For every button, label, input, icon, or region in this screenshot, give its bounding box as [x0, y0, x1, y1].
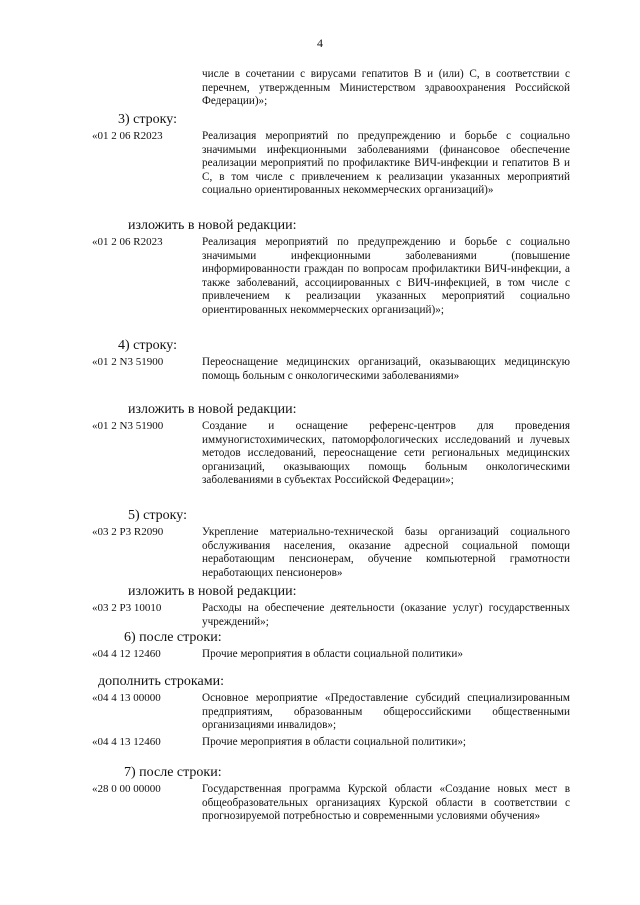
code-6: «04 4 12 12460 [92, 648, 161, 660]
heading-6-add: дополнить строками: [98, 674, 224, 689]
code-6-add-1: «04 4 13 00000 [92, 692, 161, 704]
page-number: 4 [317, 36, 323, 50]
text-6-add-1: Основное мероприятие «Предоставление субсидий специализированным предприятиям, образованным общероссийскими общественными организациями инвалидов»; [202, 692, 570, 732]
text-4-new: Создание и оснащение референс-центров для проведения иммуногистохимических, патоморфологических исследований и лучевых методов исследований, переоснащение сети региональных медицинских организаций, оказывающих помощь больным онкологическими заболеваниями в субъектах Российской Федерации»; [202, 420, 570, 487]
heading-5-new: изложить в новой редакции: [128, 584, 297, 599]
code-4: «01 2 N3 51900 [92, 356, 164, 368]
heading-3: 3) строку: [118, 112, 177, 127]
text-5-new: Расходы на обеспечение деятельности (оказание услуг) государственных учреждений»; [202, 602, 570, 628]
code-3-new: «01 2 06 R2023 [92, 236, 163, 248]
heading-3-new: изложить в новой редакции: [128, 218, 297, 233]
continuation-text: числе в сочетании с вирусами гепатитов В и (или) С, в соответствии с перечнем, утвержденным Министерством здравоохранения Российской Федерации)»; [202, 68, 570, 108]
heading-4: 4) строку: [118, 338, 177, 353]
text-6-add-2: Прочие мероприятия в области социальной политики»; [202, 736, 467, 748]
text-5: Укрепление материально-технической базы организаций социального обслуживания населения, оказание адресной социальной помощи неработающим пенсионерам, обучение компьютерной грамотности неработающих пенсионеров» [202, 526, 570, 579]
text-6: Прочие мероприятия в области социальной политики» [202, 648, 463, 660]
text-3: Реализация мероприятий по предупреждению и борьбе с социально значимыми инфекционными заболеваниями (финансовое обеспечение реализации мероприятий по профилактике ВИЧ-инфекции и гепатитов В и С, в том числе с привлечением к реализации указанных мероприятий социально ориентированных некоммерческих организаций)» [202, 130, 570, 197]
text-4: Переоснащение медицинских организаций, оказывающих медицинскую помощь больным с онкологическими заболеваниями» [202, 356, 570, 382]
code-6-add-2: «04 4 13 12460 [92, 736, 161, 748]
heading-5: 5) строку: [128, 508, 187, 523]
code-3: «01 2 06 R2023 [92, 130, 163, 142]
heading-4-new: изложить в новой редакции: [128, 402, 297, 417]
code-4-new: «01 2 N3 51900 [92, 420, 164, 432]
text-7: Государственная программа Курской области «Создание новых мест в общеобразовательных организациях Курской области в соответствии с прогнозируемой потребностью и современными условиями обучения» [202, 783, 570, 823]
heading-7: 7) после строки: [124, 765, 222, 780]
text-3-new: Реализация мероприятий по предупреждению и борьбе с социально значимыми инфекционными заболеваниями (повышение информированности граждан по вопросам профилактики ВИЧ-инфекции, а также заболеваний, ассоциированных с ВИЧ-инфекцией, в том числе с привлечением к реализации указанных мероприятий социально ориентированных некоммерческих организаций)»; [202, 236, 570, 316]
code-5: «03 2 P3 R2090 [92, 526, 164, 538]
heading-6: 6) после строки: [124, 630, 222, 645]
code-7: «28 0 00 00000 [92, 783, 161, 795]
code-5-new: «03 2 P3 10010 [92, 602, 162, 614]
